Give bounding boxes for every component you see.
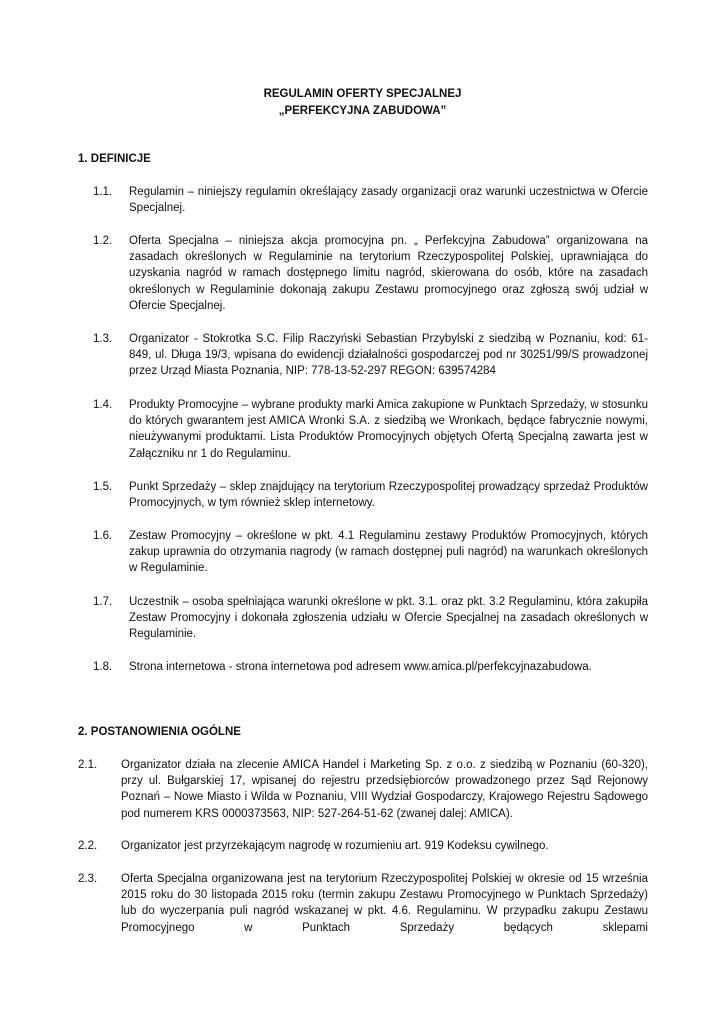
item-text: Organizator jest przyrzekającym nagrodę w rozumieniu art. 919 Kodeksu cywilnego. bbox=[121, 840, 549, 852]
item-number: 1.8. bbox=[93, 661, 113, 673]
item-text: Oferta Specjalna – niniejsza akcja promocyjna pn. „ Perfekcyjna Zabudowa” organizowana na zasadach określonych w Regulaminie na terytorium Rzeczypospolitej Polskiej, uprawniająca do uzyskania nagród w ramach dostępnego limitu nagród, skierowana do osób, które na zasadach określonych w Regulaminie dokonają zakupu Zestawu promocyjnego oraz zgłoszą swój udział w Ofercie Specjalnej. bbox=[129, 235, 648, 312]
item-text: Uczestnik – osoba spełniająca warunki określone w pkt. 3.1. oraz pkt. 3.2 Regulaminu, która zakupiła Zestaw Promocyjny i dokonała zgłoszenia udziału w Ofercie Specjalnej na zasadach określonych w Regulaminie. bbox=[129, 596, 648, 641]
item-text: Organizator - Stokrotka S.C. Filip Raczyński Sebastian Przybylski z siedzibą w Poznaniu, kod: 61-849, ul. Długa 19/3, wpisana do ewidencji działalności gospodarczej pod nr 30251/99/S prowadzonej przez Urząd Miasta Poznania, NIP: 778-13-52-297 REGON: 639574284 bbox=[129, 333, 648, 378]
section-heading-definitions: 1. DEFINICJE bbox=[78, 153, 151, 165]
item-number: 1.6. bbox=[93, 530, 113, 542]
item-number: 1.5. bbox=[93, 481, 113, 493]
item-text: Organizator działa na zlecenie AMICA Handel i Marketing Sp. z o.o. z siedzibą w Poznaniu (60-320), przy ul. Bułgarskiej 17, wpisanej do rejestru przedsiębiorców prowadzonego przez Sąd Rejonowy Poznań – Nowe Miasto i Wilda w Poznaniu, VIII Wydział Gospodarczy, Krajowego Rejestru Sądowego pod numerem KRS 0000373563, NIP: 527-264-51-62 (zwanej dalej: AMICA). bbox=[121, 759, 648, 820]
item-number: 1.3. bbox=[93, 333, 113, 345]
item-number: 1.2. bbox=[93, 235, 113, 247]
item-number: 2.2. bbox=[78, 840, 98, 852]
item-text: Punkt Sprzedaży – sklep znajdujący na terytorium Rzeczypospolitej prowadzący sprzedaż Produktów Promocyjnych, w tym również sklep internetowy. bbox=[129, 481, 648, 510]
item-text: Produkty Promocyjne – wybrane produkty marki Amica zakupione w Punktach Sprzedaży, w stosunku do których gwarantem jest AMICA Wronki S.A. z siedzibą we Wronkach, będące fabrycznie nowymi, nieużywanymi produktami. Lista Produktów Promocyjnych objętych Ofertą Specjalną zawarta jest w Załączniku nr 1 do Regulaminu. bbox=[129, 399, 648, 460]
item-text: Strona internetowa - strona internetowa pod adresem www.amica.pl/perfekcyjnazabudowa. bbox=[129, 661, 592, 673]
item-number: 1.4. bbox=[93, 399, 113, 411]
item-number: 2.1. bbox=[78, 759, 98, 771]
item-number: 1.1. bbox=[93, 186, 113, 198]
item-text: Zestaw Promocyjny – określone w pkt. 4.1 Regulaminu zestawy Produktów Promocyjnych, których zakup uprawnia do otrzymania nagrody (w ramach dostępnej puli nagród) na warunkach określonych w Regulaminie. bbox=[129, 530, 648, 575]
item-number: 2.3. bbox=[78, 873, 98, 885]
section-heading-general-provisions: 2. POSTANOWIENIA OGÓLNE bbox=[78, 726, 241, 738]
document-title-line-1: REGULAMIN OFERTY SPECJALNEJ bbox=[263, 88, 462, 100]
item-text: Regulamin – niniejszy regulamin określający zasady organizacji oraz warunki uczestnictwa w Ofercie Specjalnej. bbox=[129, 186, 648, 215]
item-text: Oferta Specjalna organizowana jest na terytorium Rzeczypospolitej Polskiej w okresie od 15 września 2015 roku do 30 listopada 2015 roku (termin zakupu Zestawu Promocyjnego w Punktach Sprzedaży) lub do wyczerpania puli nagród wskazanej w pkt. 4.6. Regulaminu. W przypadku zakupu Zestawu Promocyjnego w Punktach Sprzedaży będących sklepami bbox=[121, 873, 648, 934]
item-number: 1.7. bbox=[93, 596, 113, 608]
document-title-line-2: „PERFEKCYJNA ZABUDOWA” bbox=[278, 105, 447, 117]
